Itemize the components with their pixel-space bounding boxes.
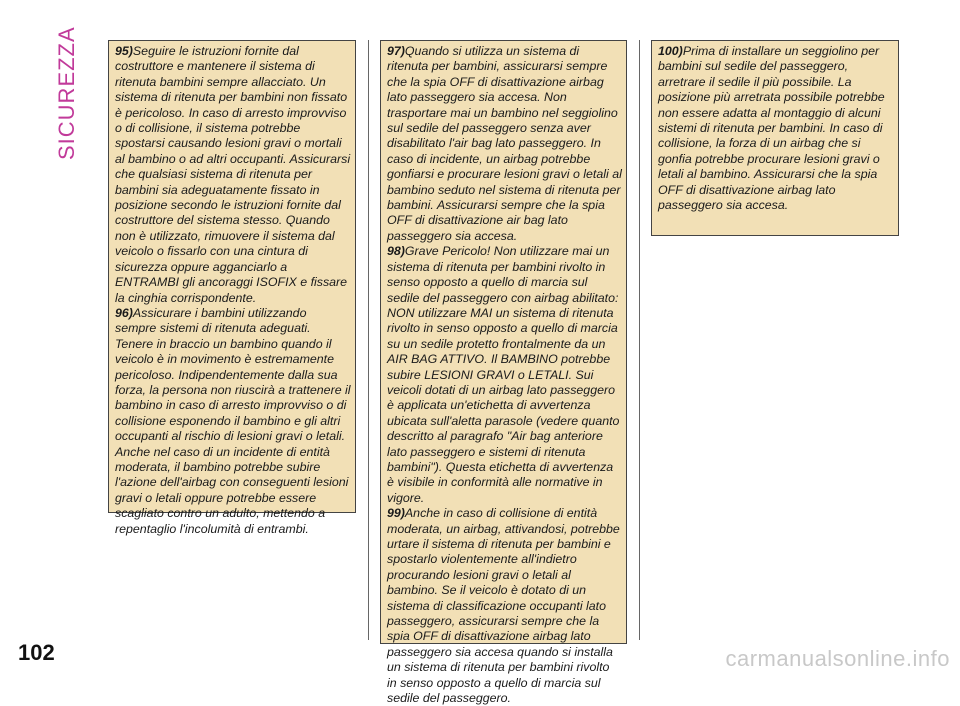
warning-note-96 [115,306,351,537]
note-number: 95) [115,44,133,58]
note-number: 98) [387,244,405,259]
note-number: 99) [387,506,405,521]
page-number: 102 [18,640,55,665]
section-title [52,26,82,160]
note-number: 100) [658,44,683,58]
warning-note-100 [658,44,894,213]
note-number: 96) [115,305,133,320]
note-text: Anche in caso di collisione di entità moderata, un airbag, attivandosi, potrebbe urtare il sistema di ritenuta per bambini e spostarlo violentemente all'indietro procurando lesioni gravi o letali al bambino. Se il veicolo è dotato di un sistema di classificazione occupanti lato passeggero, assicurarsi sempre che la spia OFF di disattivazione airbag lato passeggero sia accesa quando si installa un sistema di ritenuta per bambini rivolto in senso opposto a quello di marcia sul sedile del passeggero. [387,506,620,706]
column-divider [368,40,369,640]
note-text: Seguire le istruzioni fornite dal costruttore e mantenere il sistema di ritenuta bambini sempre allacciato. Un sistema di ritenuta per bambini non fissato è pericoloso. In caso di arresto improvviso o di collisione, il sistema potrebbe spostarsi causando lesioni gravi o mortali al bambino o ad altri occupanti. Assicurarsi che qualsiasi sistema di ritenuta per bambini sia adeguatamente fissato in posizione secondo le istruzioni fornite dal costruttore del sistema stesso. Quando non è utilizzato, rimuovere il sistema dal veicolo o fissarlo con una cintura di sicurezza oppure agganciarlo a ENTRAMBI gli ancoraggi ISOFIX e fissare la cinghia corrispondente. [115,44,351,305]
column-divider [639,40,640,640]
note-number: 97) [387,44,405,58]
warning-box-column-2 [380,40,627,706]
warning-note-99 [387,506,622,706]
warning-note-95 [115,44,351,306]
warning-note-98 [387,244,622,506]
warning-box-column-3 [651,40,899,236]
note-text: Prima di installare un seggiolino per bambini sul sedile del passeggero, arretrare il sedile il più possibile. La posizione più arretrata possibile potrebbe non essere adatta al montaggio di alcuni sistemi di ritenuta per bambini. In caso di collisione, la forza di un airbag che si gonfia potrebbe procurare lesioni gravi o letali al bambino. Assicurarsi che la spia OFF di disattivazione airbag lato passeggero sia accesa. [658,44,885,213]
note-text: Assicurare i bambini utilizzando sempre sistemi di ritenuta adeguati. Tenere in braccio un bambino quando il veicolo è in movimento è estremamente pericoloso. Indipendentemente dalla sua forza, la persona non riuscirà a trattenere il bambino in caso di arresto improvviso o di collisione esponendo il bambino e gli altri occupanti al rischio di lesioni gravi o letali. Anche nel caso di un incidente di entità moderata, il bambino potrebbe subire l'azione dell'airbag con conseguenti lesioni gravi o letali oppure potrebbe essere scagliato contro un adulto, mettendo a repentaglio l'incolumità di entrambi. [115,305,351,536]
warning-box-column-1 [108,40,356,536]
watermark: carmanualsonline.info [725,646,950,671]
section-title-text: SICUREZZA [54,26,79,160]
note-text: Quando si utilizza un sistema di ritenuta per bambini, assicurarsi sempre che la spia OFF di disattivazione airbag lato passeggero sia accesa. Non trasportare mai un bambino nel seggiolino sul sedile del passeggero senza aver disabilitato l'air bag lato passeggero. In caso di incidente, un airbag potrebbe gonfiarsi e procurare lesioni gravi o letali al bambino seduto nel sistema di ritenuta per bambini. Assicurarsi sempre che la spia OFF di disattivazione air bag lato passeggero sia accesa. [387,44,622,243]
note-text: Grave Pericolo! Non utilizzare mai un sistema di ritenuta per bambini rivolto in senso opposto a quello di marcia sul sedile del passeggero con airbag abilitato: NON utilizzare MAI un sistema di ritenuta rivolto in senso opposto a quello di marcia su un sedile protetto frontalmente da un AIR BAG ATTIVO. Il BAMBINO potrebbe subire LESIONI GRAVI o LETALI. Sui veicoli dotati di un airbag lato passeggero è applicata un'etichetta di avvertenza ubicata sull'aletta parasole (vedere quanto descritto al paragrafo "Air bag anteriore lato passeggero e sistemi di ritenuta bambini"). Questa etichetta di avvertenza è visibile in conformità alle normative in vigore. [387,244,620,505]
warning-note-97 [387,44,622,244]
